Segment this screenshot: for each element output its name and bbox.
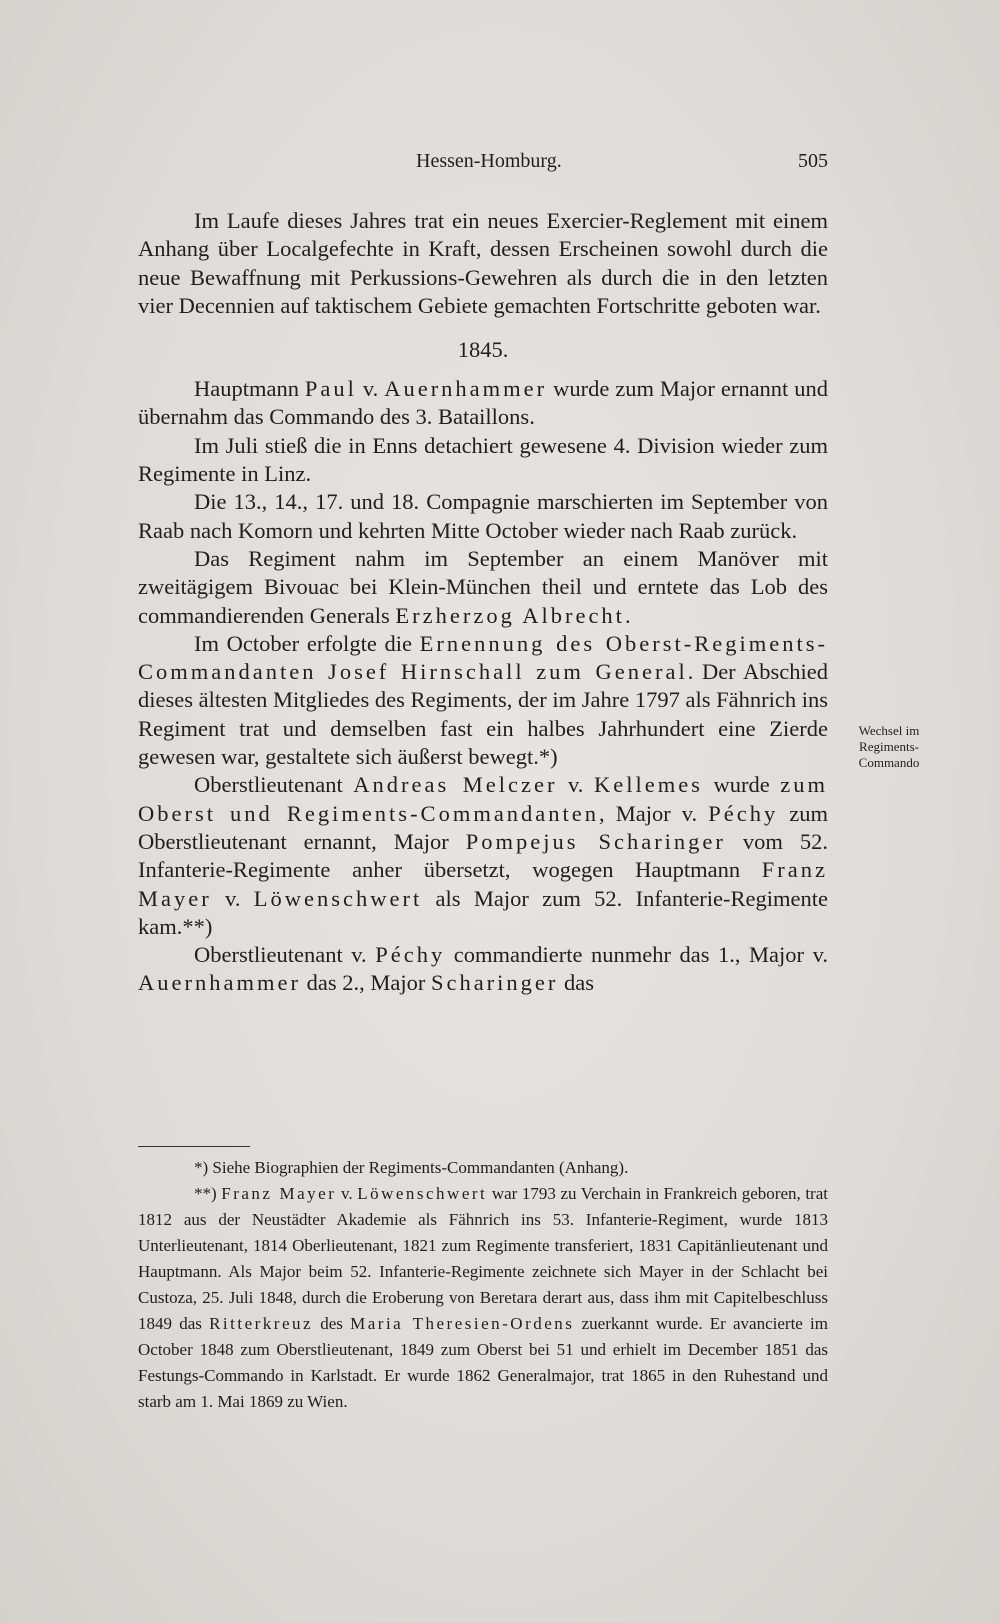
text-run: Hauptmann (194, 376, 305, 402)
spaced-phrase: zum Oberst und Regiments-Commandanten (138, 772, 828, 826)
text-run: Oberstlieutenant (194, 772, 354, 798)
text-run: das (558, 970, 595, 996)
text-run: v. (557, 772, 594, 798)
spaced-name: Auernhammer (138, 970, 301, 996)
spaced-phrase: Ritterkreuz (209, 1314, 314, 1333)
paragraph-division-linz: Im Juli stieß die in Enns detachiert gewesene 4. Division wieder zum Regimente in Linz. (138, 432, 828, 487)
paragraph-promotion-auernhammer (138, 375, 828, 432)
footnotes (138, 1155, 828, 1415)
spaced-name: Franz Mayer (221, 1184, 337, 1203)
text-run: **) (194, 1184, 222, 1203)
text-run: Im October erfolgte die (194, 630, 420, 656)
paragraph-companies-komorn: Die 13., 14., 17. und 18. Compagnie marschierten im September von Raab nach Komorn und kehrten Mitte October wieder nach Raab zurück. (138, 489, 828, 543)
spaced-name: Andreas Melczer (353, 772, 558, 798)
page-header (138, 150, 828, 178)
year-heading: 1845. (457, 337, 509, 363)
spaced-name: Auernhammer (384, 376, 548, 402)
margin-note (843, 723, 935, 771)
text-run: . (624, 602, 631, 628)
spaced-name: Péchy (708, 800, 779, 826)
spaced-name: Kellemes (593, 772, 703, 798)
paragraph-manoeuvre (138, 545, 828, 630)
text-run: commandierte nunmehr das 1., Major v. (445, 942, 828, 968)
margin-note-line: Regiments- (859, 739, 919, 754)
text-run: , Major v. (599, 800, 709, 826)
text-run: als Major zum 52. Infanterie-Regimente kam.**) (138, 885, 828, 939)
text-run: zum Oberstlieutenant ernannt, Major (138, 800, 828, 854)
margin-note-line: Commando (858, 755, 920, 770)
footnote-divider (138, 1146, 250, 1147)
paragraph-appointments (138, 771, 828, 941)
spaced-phrase: Ernennung des Oberst-Regiments-Commandanten Josef Hirnschall zum General (138, 630, 828, 685)
text-run: war 1793 zu Verchain in Frankreich geboren, trat 1812 aus der Neustädter Akademie als Fähnrich ins 53. Infanterie-Regiment, wurde 1813 Unterlieutenant, 1814 Oberlieutenant, 1821 zum Regimente transferiert, 1831 Capitänlieutenant und Hauptmann. Als Major beim 52. Infanterie-Regimente zeichnete sich Mayer in der Schlacht bei Custoza, 25. Juli 1848, durch die Eroberung von Beretara derart aus, dass ihm mit Capitelbeschluss 1849 das (138, 1184, 828, 1333)
paragraph-hirnschall-general (138, 630, 828, 771)
text-run: v. (356, 376, 385, 402)
text-run: zuerkannt wurde. Er avancierte im October 1848 zum Oberstlieutenant, 1849 zum Oberst bei 51 und erhielt im December 1851 das Festungs-Commando in Karlstadt. Er wurde 1862 Generalmajor, trat 1865 in den Ruhestand und starb am 1. Mai 1869 zu Wien. (138, 1314, 828, 1411)
spaced-name: Löwenschwert (253, 885, 423, 911)
spaced-name: Scharinger (430, 970, 559, 996)
text-run: v. (336, 1184, 358, 1203)
paragraph-battalion-commands (138, 941, 828, 998)
text-run: v. (211, 885, 254, 911)
text-run: Das Regiment nahm im September an einem Manöver mit zweitägigem Bivouac bei Klein-München theil und erntete das Lob des commandierenden Generals (138, 545, 828, 628)
spaced-name: Löwenschwert (357, 1184, 488, 1203)
text-run: vom 52. Infanterie-Regimente anher übersetzt, wogegen Hauptmann (138, 828, 829, 883)
text-run: Oberstlieutenant v. (194, 942, 376, 968)
text-run: wurde (702, 772, 781, 798)
intro-paragraph: Im Laufe dieses Jahres trat ein neues Exercier-Reglement mit einem Anhang über Localgefechte in Kraft, dessen Erscheinen sowohl durch die neue Bewaffnung mit Perkussions-Gewehren als durch die in den letzten vier Decennien auf taktischem Gebiete gemachten Fortschritte geboten war. (138, 208, 828, 318)
spaced-name: Paul (304, 376, 357, 402)
main-text (138, 207, 828, 998)
spaced-name: Franz Mayer (138, 857, 828, 911)
running-title: Hessen-Homburg. (416, 150, 562, 172)
spaced-name: Erzherzog Albrecht (395, 602, 625, 628)
spaced-name: Pompejus Scharinger (465, 828, 726, 854)
footnote-2 (138, 1181, 828, 1415)
text-run: wurde zum Major ernannt und übernahm das Commando des 3. Bataillons. (138, 376, 828, 430)
page-number: 505 (798, 150, 828, 172)
spaced-phrase: Maria Theresien-Ordens (350, 1314, 575, 1333)
margin-note-line: Wechsel im (858, 723, 920, 738)
spaced-name: Péchy (375, 942, 446, 968)
footnote-1: *) Siehe Biographien der Regiments-Commandanten (Anhang). (194, 1158, 629, 1177)
text-run: . Der Abschied dieses ältesten Mitgliedes des Regiments, der im Jahre 1797 als Fähnrich ins Regiment trat und demselben fast ein halbes Jahrhundert eine Zierde gewesen war, gestaltete sich äußerst bewegt.*) (138, 659, 828, 770)
text-run: das 2., Major (300, 970, 431, 996)
text-run: des (313, 1314, 351, 1333)
